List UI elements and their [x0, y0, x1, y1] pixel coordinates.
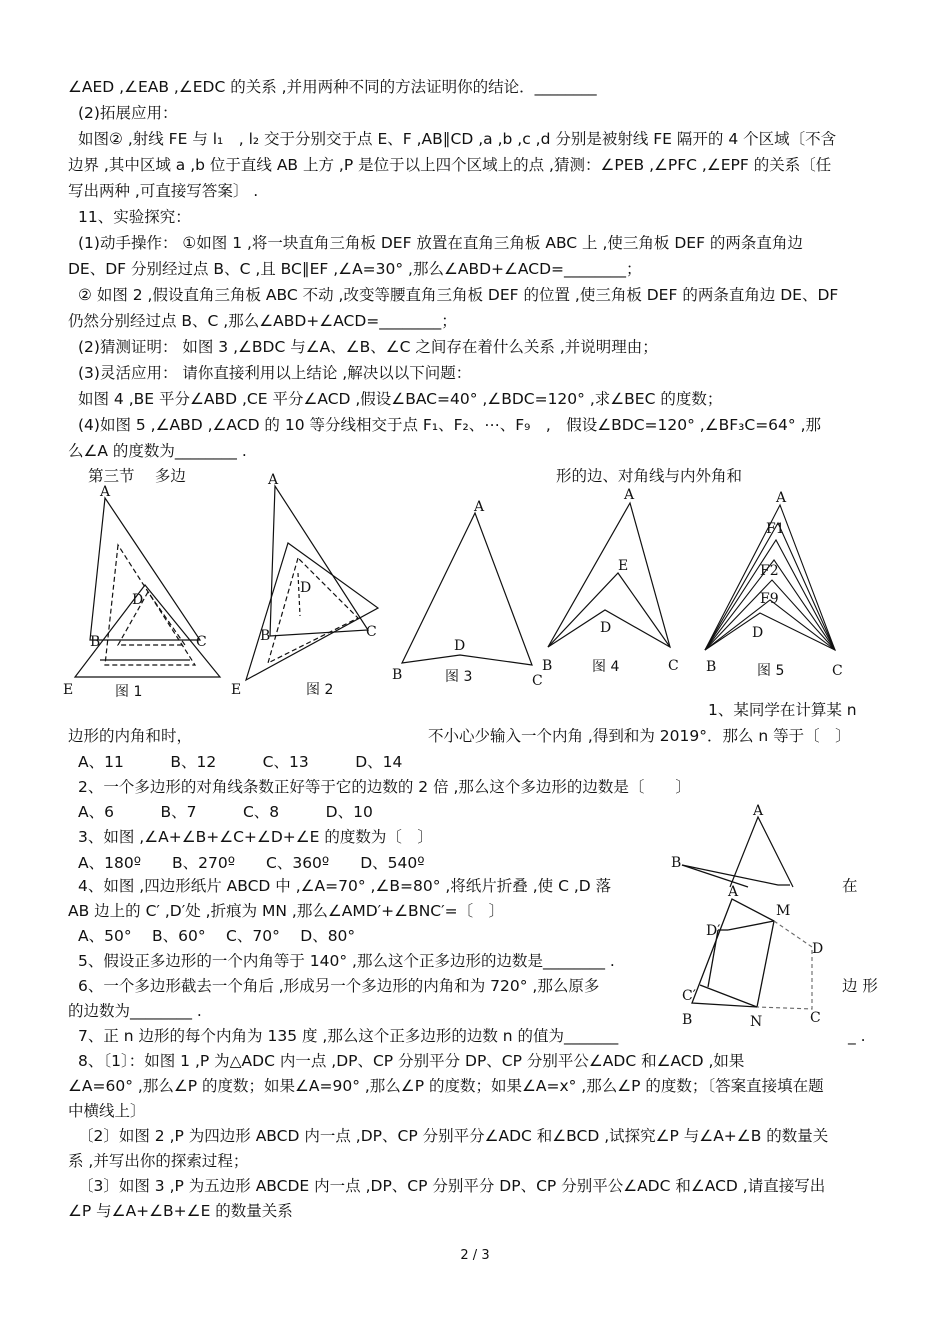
label-D-prime: D′ — [706, 923, 721, 939]
label-A: A — [100, 484, 111, 500]
figure-3 — [390, 495, 553, 695]
question-8-text: 系 ,并写出你的探索过程； — [68, 1152, 249, 1170]
question-6-text: 的边数为________ . — [68, 1002, 202, 1020]
label-E: E — [231, 682, 242, 698]
question-5: 5、假设正多边形的一个内角等于 140° ,那么这个正多边形的边数是________ . — [78, 952, 615, 970]
question-1-text: 边形的内角和时， — [68, 727, 193, 745]
text-line: 仍然分别经过点 B、C ,那么∠ABD+∠ACD=________； — [68, 312, 457, 330]
question-2: 2、一个多边形的对角线条数正好等于它的边数的 2 倍 ,那么这个多边形的边数是〔 〕 — [78, 778, 691, 796]
figure-caption: 图 2 — [306, 682, 334, 698]
label-B: B — [671, 855, 682, 871]
question-4-options: A、50° B、60° C、70° D、80° — [78, 927, 356, 945]
label-C: C — [196, 634, 207, 650]
label-F2: F2 — [760, 563, 779, 579]
label-A: A — [624, 487, 635, 503]
question-6: 6、一个多边形截去一个角后 ,形成另一个多边形的内角和为 720° ,那么原多 — [78, 977, 600, 995]
section-title-right: 形的边、对角线与内外角和 — [556, 467, 743, 485]
text-line: 边界 ,其中区域 a ,b 位于直线 AB 上方 ,P 是位于以上四个区域上的点 ,猜测：∠PEB ,∠PFC ,∠EPF 的关系〔任 — [68, 156, 832, 174]
label-C: C — [810, 1010, 821, 1026]
label-B: B — [90, 634, 101, 650]
question-3-options: A、180º B、270º C、360º D、540º — [78, 854, 425, 872]
figure-5 — [700, 485, 860, 685]
text-line: ② 如图 2 ,假设直角三角板 ABC 不动 ,改变等腰直角三角板 DEF 的位置 ,使三角板 DEF 的两条直角边 DE、DF — [78, 286, 839, 304]
question-8: 8、〔1〕：如图 1 ,P 为△ADC 内一点 ,DP、CP 分别平分 DP、CP 分别平公∠ADC 和∠ACD ,如果 — [78, 1052, 745, 1070]
label-D: D — [300, 580, 312, 596]
question-7: 7、正 n 边形的每个内角为 135 度 ,那么这个正多边形的边数 n 的值为_______ — [78, 1027, 619, 1045]
label-A: A — [753, 803, 764, 819]
figure-caption: 图 4 — [592, 659, 620, 675]
question-8-part2: 〔2〕如图 2 ,P 为四边形 ABCD 内一点 ,DP、CP 分别平分∠ADC 和∠BCD ,试探究∠P 与∠A+∠B 的数量关 — [78, 1127, 829, 1145]
question-8-text: ∠P 与∠A+∠B+∠E 的数量关系 — [68, 1202, 293, 1220]
label-D: D — [132, 592, 144, 608]
question-1: 1、某同学在计算某 n — [708, 701, 857, 719]
label-F9: F9 — [760, 591, 779, 607]
text-line: (4)如图 5 ,∠ABD ,∠ACD 的 10 等分线相交于点 F₁、F₂、⋯、F₉ , 假设∠BDC=120° ,∠BF₃C=64° ,那 — [78, 416, 822, 434]
label-N: N — [750, 1014, 763, 1030]
label-A: A — [776, 490, 787, 506]
question-4: 4、如图 ,四边形纸片 ABCD 中 ,∠A=70° ,∠B=80° ,将纸片折叠 ,使 C ,D 落 — [78, 877, 612, 895]
text-line: ∠AED ,∠EAB ,∠EDC 的关系 ,并用两种不同的方法证明你的结论．________ — [68, 78, 597, 96]
problem-heading: 11、实验探究： — [78, 208, 191, 226]
label-E: E — [63, 682, 74, 698]
label-C: C — [532, 673, 543, 689]
text-line: (3)灵活应用： 请你直接利用以上结论 ,解决以以下问题： — [78, 364, 472, 382]
section-title-left: 第三节 多边 — [88, 467, 186, 485]
figure-1 — [60, 480, 230, 700]
label-A: A — [728, 884, 739, 900]
question-8-part3: 〔3〕如图 3 ,P 为五边形 ABCDE 内一点 ,DP、CP 分别平分 DP、CP 分别平公∠ADC 和∠ACD ,请直接写出 — [78, 1177, 826, 1195]
text-line: (2)拓展应用： — [78, 104, 178, 122]
label-D: D — [600, 620, 612, 636]
label-C: C — [832, 663, 843, 679]
label-C-prime: C′ — [682, 988, 696, 1004]
label-B: B — [260, 628, 271, 644]
text-line: 写出两种 ,可直接写答案〕 . — [68, 182, 259, 200]
figure-4 — [540, 485, 680, 685]
label-B: B — [682, 1012, 693, 1028]
label-C: C — [366, 624, 377, 640]
question-6-text: 边 形 — [842, 977, 878, 995]
text-line: (2)猜测证明： 如图 3 ,∠BDC 与∠A、∠B、∠C 之间存在着什么关系 ,并说明理由； — [78, 338, 658, 356]
question-4-text: AB 边上的 C′ ,D′处 ,折痕为 MN ,那么∠AMD′+∠BNC′=〔 〕 — [68, 902, 505, 920]
label-B: B — [542, 658, 553, 674]
label-D: D — [812, 941, 824, 957]
label-A: A — [268, 472, 279, 488]
question-1-options: A、11 B、12 C、13 D、14 — [78, 753, 403, 771]
label-D: D — [454, 638, 466, 654]
text-line: (1)动手操作： ①如图 1 ,将一块直角三角板 DEF 放置在直角三角板 ABC 上 ,使三角板 DEF 的两条直角边 — [78, 234, 803, 252]
question-2-options: A、6 B、7 C、8 D、10 — [78, 803, 373, 821]
label-B: B — [706, 659, 717, 675]
question-1-text: 不小心少输入一个内角 ,得到和为 2019°．那么 n 等于〔 〕 — [428, 727, 851, 745]
figure-2 — [228, 468, 388, 700]
label-C: C — [668, 658, 679, 674]
label-A: A — [474, 499, 485, 515]
text-line: 么∠A 的度数为________ . — [68, 442, 247, 460]
question-8-text: 中横线上〕 — [68, 1102, 146, 1120]
question-7-text: _ . — [848, 1027, 866, 1045]
label-M: M — [776, 903, 791, 919]
question-8-text: ∠A=60° ,那么∠P 的度数；如果∠A=90° ,那么∠P 的度数；如果∠A=x° ,那么∠P 的度数；〔答案直接填在题 — [68, 1077, 824, 1095]
text-line: DE、DF 分别经过点 B、C ,且 BC∥EF ,∠A=30° ,那么∠ABD+∠ACD=________； — [68, 260, 642, 278]
text-line: 如图 4 ,BE 平分∠ABD ,CE 平分∠ACD ,假设∠BAC=40° ,∠BDC=120° ,求∠BEC 的度数； — [78, 390, 723, 408]
figure-caption: 图 3 — [445, 669, 473, 685]
label-B: B — [392, 667, 403, 683]
figure-caption: 图 5 — [757, 663, 785, 679]
page-number: 2 / 3 — [460, 1248, 490, 1263]
label-F1: F1 — [766, 521, 785, 537]
label-D: D — [752, 625, 764, 641]
question-3: 3、如图 ,∠A+∠B+∠C+∠D+∠E 的度数为〔 〕 — [78, 828, 433, 846]
question-4-figure — [672, 885, 842, 1030]
figure-caption: 图 1 — [115, 684, 143, 700]
question-3-figure — [668, 805, 848, 890]
question-4-text: 在 — [842, 877, 858, 895]
label-E: E — [618, 558, 629, 574]
text-line: 如图② ,射线 FE 与 l₁ , l₂ 交于分别交于点 E、F ,AB∥CD ,a ,b ,c ,d 分别是被射线 FE 隔开的 4 个区域〔不含 — [78, 130, 837, 148]
